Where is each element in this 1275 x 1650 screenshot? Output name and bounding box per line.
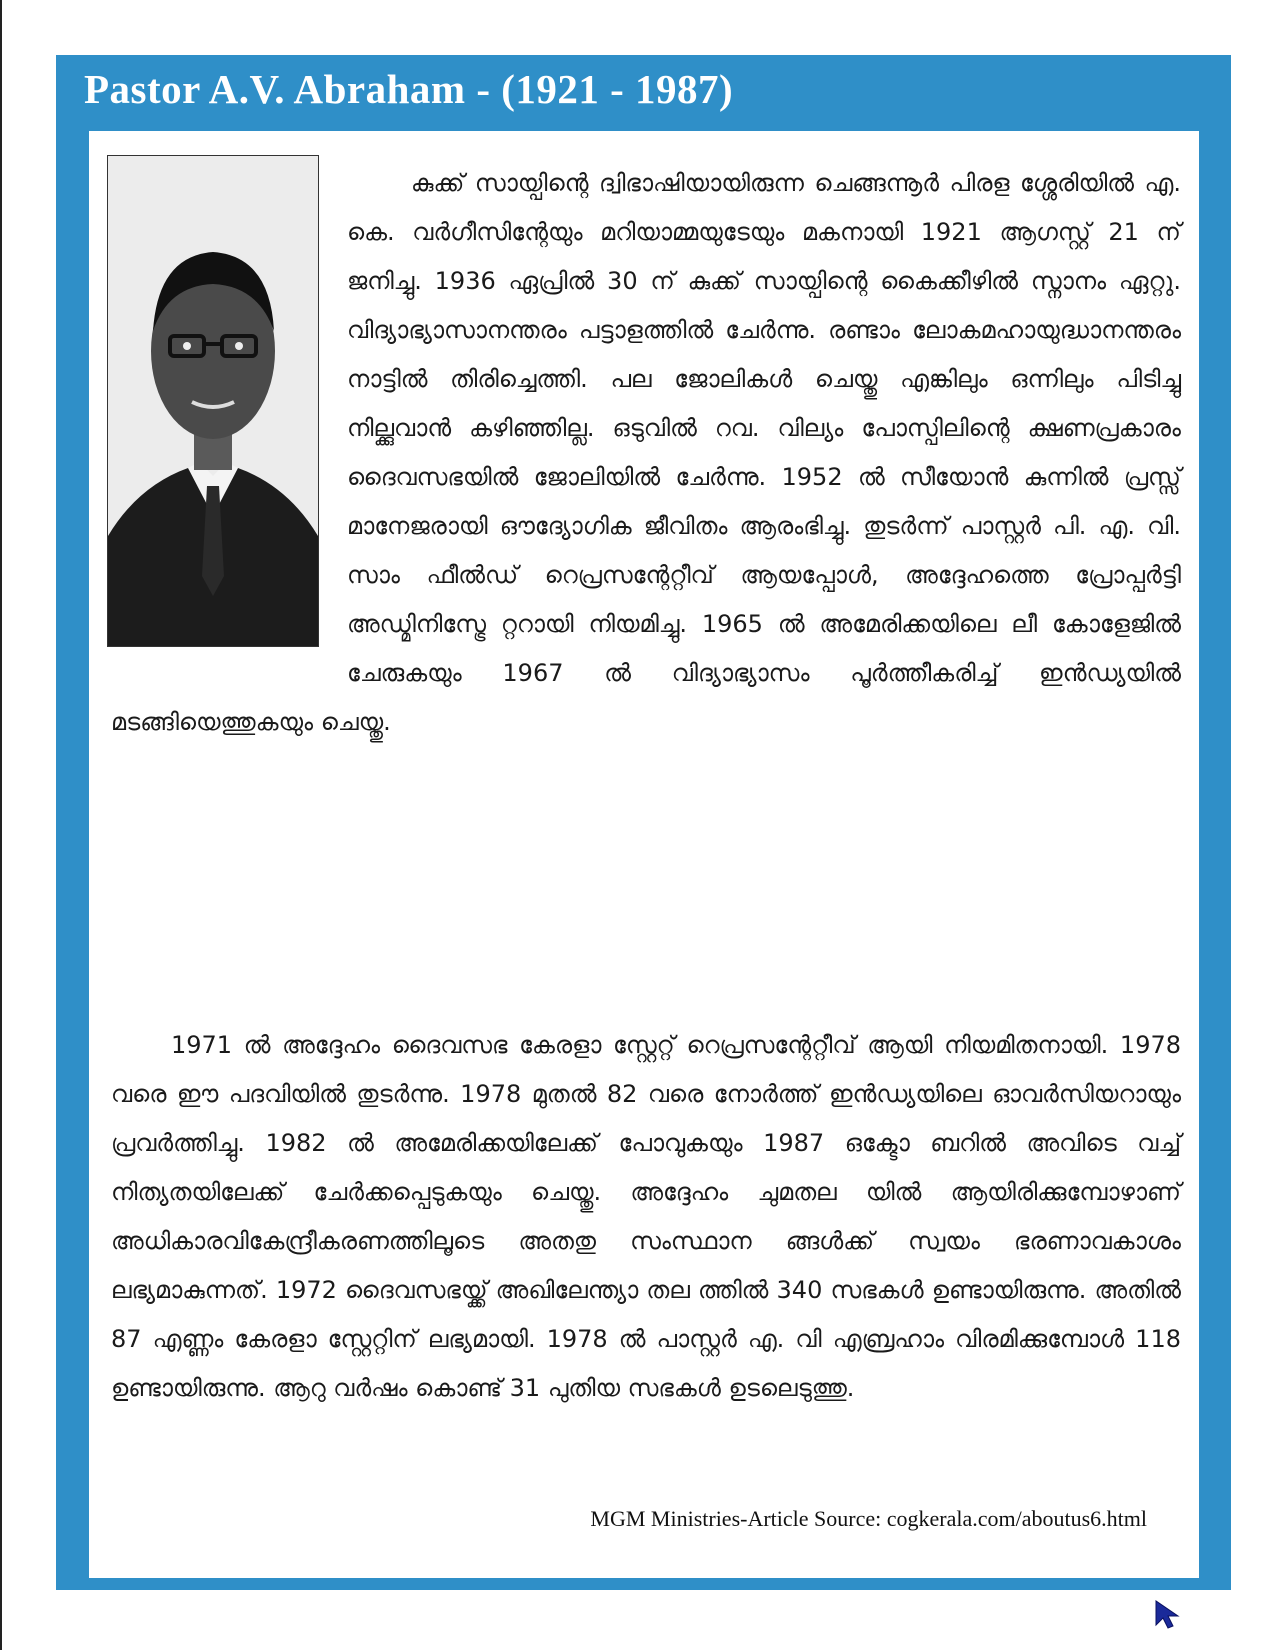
article-panel <box>89 131 1199 1578</box>
page-title: Pastor A.V. Abraham - (1921 - 1987) <box>84 66 734 112</box>
page-edge-line <box>0 0 2 1650</box>
paragraph-1-text: കുക്ക് സായ്പിന്റെ ദ്വിഭാഷിയായിരുന്ന ചെങ്ങന്നൂർ പിരള ശ്ശേരിയിൽ എ. കെ. വർഗീസിന്റേയും മറിയാമ്മയുടേയും മകനായി 1921 ആഗസ്റ്റ് 21 ന് ജനിച്ചു. 1936 ഏപ്രിൽ 30 ന് കുക്ക് സായ്പിന്റെ കൈക്കീഴിൽ സ്നാനം ഏറ്റു. വിദ്യാഭ്യാസാനന്തരം പട്ടാളത്തിൽ ചേർന്നു. രണ്ടാം ലോകമഹായുദ്ധാനന്തരം നാട്ടിൽ തിരിച്ചെത്തി. പല ജോലികൾ ചെയ്തു എങ്കിലും ഒന്നിലും പിടിച്ചു നില്ക്കുവാൻ കഴിഞ്ഞില്ല. ഒടുവിൽ റവ. വില്യം പോസ്പിലിന്റെ ക്ഷണപ്രകാരം ദൈവസഭയിൽ ജോലിയിൽ ചേർന്നു. 1952 ൽ സീയോൻ കുന്നിൽ പ്രസ്സ് മാനേജരായി ഔദ്യോഗിക ജീവിതം ആരംഭിച്ചു. തുടർന്ന് പാസ്റ്റർ പി. എ. വി. സാം ഫീൽഡ് റെപ്രസന്റേറ്റീവ് ആയപ്പോൾ, അദ്ദേഹത്തെ പ്രോപ്പർട്ടി അഡ്മിനിസ്ട്രേ റ്ററായി നിയമിച്ചു. 1965 ൽ അമേരിക്കയിലെ ലീ കോളേജിൽ ചേരുകയും 1967 ൽ വിദ്യാഭ്യാസം പൂർത്തീകരിച്ച് ഇൻഡ്യയിൽ മടങ്ങിയെത്തുകയും ചെയ്തു. <box>111 169 1181 736</box>
article-paragraph-2: 1971 ൽ അദ്ദേഹം ദൈവസഭ കേരളാ സ്റ്റേറ്റ് റെപ്രസന്റേറ്റീവ് ആയി നിയമിതനായി. 1978 വരെ ഈ പദവിയിൽ തുടർന്നു. 1978 മുതൽ 82 വരെ നോർത്ത് ഇൻഡ്യയിലെ ഓവർസിയറായും പ്രവർത്തിച്ചു. 1982 ൽ അമേരിക്കയിലേക്ക് പോവുകയും 1987 ഒക്ടോ ബറിൽ അവിടെ വച്ച് നിത്യതയിലേക്ക് ചേർക്കപ്പെടുകയും ചെയ്തു. അദ്ദേഹം ചുമതല യിൽ ആയിരിക്കുമ്പോഴാണ് അധികാരവികേന്ദ്രീകരണത്തിലൂടെ അതതു സംസ്ഥാന ങ്ങൾക്ക് സ്വയം ഭരണാവകാശം ലഭ്യമാകുന്നത്. 1972 ദൈവസഭയ്ക്ക് അഖിലേന്ത്യാ തല ത്തിൽ 340 സഭകൾ ഉണ്ടായിരുന്നു. അതിൽ 87 എണ്ണം കേരളാ സ്റ്റേറ്റിന് ലഭ്യമായി. 1978 ൽ പാസ്റ്റർ എ. വി എബ്രഹാം വിരമിക്കുമ്പോൾ 118 ഉണ്ടായിരുന്നു. ആറു വർഷം കൊണ്ട് 31 പുതിയ സഭകൾ ഉടലെടുത്തു. <box>111 1031 1181 1402</box>
article-frame <box>56 55 1231 1590</box>
mouse-pointer-icon <box>1154 1599 1182 1629</box>
photo-spacer <box>111 159 347 651</box>
source-credit: MGM Ministries-Article Source: cogkerala.com/aboutus6.html <box>590 1506 1147 1531</box>
article-paragraph-1 <box>111 159 1181 747</box>
